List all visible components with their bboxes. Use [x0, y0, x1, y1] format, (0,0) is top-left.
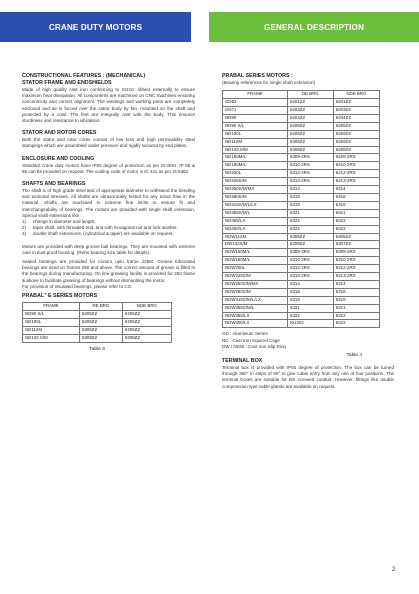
table-cell: 6314 — [288, 280, 334, 288]
table-cell: 6307ZZ — [333, 241, 379, 249]
table-cell: NDW400/LX — [223, 320, 288, 328]
table-row — [223, 273, 380, 281]
table-cell: 6313-2RS — [288, 178, 334, 186]
table-cell: 6201ZZ — [333, 99, 379, 107]
stator-frame-heading: STATOR FRAME AND ENDSHIELDS — [22, 80, 112, 86]
table-row — [223, 249, 380, 257]
table-cell: ND80 — [223, 114, 288, 122]
table-cell: 6306ZZ — [288, 138, 334, 146]
shaft-extension-list — [22, 219, 195, 238]
table-row — [223, 225, 380, 233]
list-item: 1) change in diameter and length, — [22, 219, 96, 225]
table-cell: ND100L — [223, 130, 288, 138]
table-row — [223, 265, 380, 273]
table-cell: 6203ZZ — [333, 107, 379, 115]
table-cell: GD63 — [223, 99, 288, 107]
table-cell: 6208ZZ — [333, 146, 379, 154]
table-cell: 6319 — [333, 296, 379, 304]
table-cell: 6310-2RS — [288, 257, 334, 265]
column-header: NDE BRG — [122, 303, 171, 311]
table-cell: 6201ZZ — [288, 99, 334, 107]
table-cell: 6310-2RS — [288, 162, 334, 170]
table-row — [223, 138, 380, 146]
table-cell: 6313-2RS — [333, 273, 379, 281]
table-cell: ND112M — [223, 138, 288, 146]
table-cell: 6318 — [333, 288, 379, 296]
table-cell: 6213-2RS — [333, 178, 379, 186]
table-cell: DW132S/M — [223, 241, 288, 249]
table-cell: 6210-2RS — [333, 162, 379, 170]
table-cell: 6319 — [333, 201, 379, 209]
table-3-caption: Table 3 — [89, 346, 105, 352]
table-row — [223, 154, 380, 162]
table-row — [223, 320, 380, 328]
table-cell: 6322 — [333, 225, 379, 233]
column-header: DE BRG — [80, 303, 123, 311]
table-row — [223, 288, 380, 296]
table-cell: ND250S/M/MX — [223, 186, 288, 194]
table-row — [223, 233, 380, 241]
table-row — [223, 312, 380, 320]
table-cell: 6318 — [333, 193, 379, 201]
table-cell: 6206ZZ — [288, 130, 334, 138]
table-cell: 6322 — [333, 320, 379, 328]
table-cell: 6306ZZ — [288, 233, 334, 241]
sealed-bearings-text: Sealed bearings are provided for motors upto frame 225M. Grease lubricated bearings are used on frames 250 and above. The correct amount of grease is filled in the bearings during manufacturing. On line greasing facility is provided for 250 frame & above to facilitate greasing of bearings without dismantling the motor. — [22, 259, 195, 283]
legend — [222, 331, 394, 350]
column-header: FRAME — [223, 91, 288, 99]
table-row — [223, 280, 380, 288]
enclosure-cooling-text: Standard crane duty motors have IP55 degree of protection as per IS:4691. IP 56 & 66 can be provided on request. The cooling code of motor is IC 411 as per IS:6362. — [22, 162, 195, 174]
table-cell: NDW355S/M/L — [223, 304, 288, 312]
table-row — [223, 186, 380, 194]
table-cell: 6309-2RS — [288, 249, 334, 257]
enclosure-cooling-heading: ENCLOSURE AND COOLING — [22, 155, 95, 162]
table-cell: ND180M/L — [223, 162, 288, 170]
table-row — [223, 130, 380, 138]
table-cell: 6206ZZ — [333, 130, 379, 138]
table-cell: 6205ZZ — [288, 122, 334, 130]
table-cell: ND200L — [223, 170, 288, 178]
table-header-row — [23, 303, 172, 311]
table-row — [223, 217, 380, 225]
table-cell: 6312-2RS — [288, 265, 334, 273]
table-cell: 6322 — [333, 217, 379, 225]
table-cell: ND160M/L — [223, 154, 288, 162]
table-cell: 6319 — [288, 201, 334, 209]
table-cell: 6321 — [333, 304, 379, 312]
shafts-bearings-text: The shaft is of high grade steel and of appropriate diameter to withstand the bending and torsional stresses. All shafts are ultrasonically tested for any minor flaw in the material. Shafts are machined to extreme fine limits to ensure fit and interchangeability of bearings. The motors are provided with single shaft extension. Special shaft extensions like : — [22, 188, 195, 218]
table-4 — [222, 90, 380, 328]
table-cell: 6309-2RS — [288, 154, 334, 162]
table-row — [223, 296, 380, 304]
table-cell: 6314 — [288, 186, 334, 194]
legend-item: ND : Cast Iron Squirrel Cage — [222, 337, 280, 343]
table-cell: NU322 — [288, 320, 334, 328]
stator-rotor-cores-heading: STATOR AND ROTOR CORES — [22, 130, 97, 137]
header-crane-duty-motors: CRANE DUTY MOTORS — [0, 12, 191, 42]
prabal-series-heading: PRABAL SERIES MOTORS : — [222, 73, 293, 79]
table-row — [223, 170, 380, 178]
table-cell: NDW180M/L — [223, 257, 288, 265]
table-cell: ND132 S/M — [223, 146, 288, 154]
table-cell: 6319 — [288, 296, 334, 304]
table-cell: 6206ZZ — [333, 138, 379, 146]
table-row — [223, 99, 380, 107]
table-cell: 6309-2RS — [333, 249, 379, 257]
table-cell: ND225S/M — [223, 178, 288, 186]
insulated-bearings-text: For provision of insulated bearings, please refer to CG. — [22, 283, 133, 289]
table-cell: 6305ZZ — [333, 233, 379, 241]
table-cell: NDW315S/M/L/LX — [223, 296, 288, 304]
table-row — [223, 257, 380, 265]
page-number: 2 — [392, 567, 396, 573]
table-cell: NDW200L — [223, 265, 288, 273]
table-cell: 6205ZZ — [333, 122, 379, 130]
shafts-bearings-heading: SHAFTS AND BEARINGS — [22, 181, 86, 188]
table-cell: NDW112M — [223, 233, 288, 241]
constructional-features-heading: CONSTRUCTIONAL FEATURES : (MECHANICAL) — [22, 73, 146, 79]
column-header: NDE BRG — [333, 91, 379, 99]
table-cell: 6204ZZ — [288, 114, 334, 122]
header-general-description: GENERAL DESCRIPTION — [209, 12, 419, 42]
stator-frame-text: Made of high quality cast iron conforming to IS210, ribbed externally to ensure maximum heat dissipation. All components are machined on CNC machines ensuring concentricity and correct alignment. The windings and working parts are completely enclosed and air is forced over the stator body by fan, mounted on the shaft and protected by a cowl. The feet are integrally cast with the body. This ensures sturdiness and resistance to vibrations. — [22, 87, 195, 124]
table-3 — [22, 302, 172, 343]
table-row — [223, 107, 380, 115]
list-item: 3) double shaft extensions, (cylindrical & taper) are available on request. — [22, 231, 174, 237]
table-cell: ND400/LX — [223, 225, 288, 233]
table-cell: 6314 — [333, 186, 379, 194]
table-row — [223, 201, 380, 209]
table-row — [223, 146, 380, 154]
table-cell: 6321 — [288, 304, 334, 312]
stator-rotor-cores-text: Both the stator and rotor cores consist of low loss and high permeability steel stampings which are assembled under pressure and rigidly secured by end plates. — [22, 137, 195, 149]
table-row: ND100L 6206ZZ 6206ZZ — [23, 318, 172, 326]
table-cell: 6312-2RS — [288, 170, 334, 178]
table-row — [223, 241, 380, 249]
table-row — [223, 162, 380, 170]
table-cell: 6212-2RS — [333, 170, 379, 178]
table-cell: ND355S/M/L — [223, 209, 288, 217]
table-cell: ND355/LX — [223, 217, 288, 225]
table-cell: 6312-2RS — [333, 265, 379, 273]
table-cell: NDW250S/M/MX — [223, 280, 288, 288]
table-cell: 6208ZZ — [288, 241, 334, 249]
terminal-box-heading: TERMINAL BOX — [222, 358, 263, 364]
right-column — [222, 73, 394, 390]
table-row — [223, 209, 380, 217]
table-row — [223, 178, 380, 186]
table-row — [223, 193, 380, 201]
table-row: ND90 S/L 6205ZZ 6205ZZ — [23, 310, 172, 318]
table-cell: 6322 — [288, 225, 334, 233]
bearings-text: Motors are provided with deep groove ball bearings. They are mounted with extreme care in dust proof housing. (Refer bearing size table for details). — [22, 243, 195, 255]
column-header: DE BRG — [288, 91, 334, 99]
table-cell: ND280S/M — [223, 193, 288, 201]
legend-item: GD : Aluminium Series — [222, 331, 268, 337]
table-cell: ND315S/M/L/LX — [223, 201, 288, 209]
table-row: ND132 S/M 6308ZZ 6208ZZ — [23, 334, 172, 342]
table-cell: 6313-2RS — [288, 273, 334, 281]
table-row — [223, 304, 380, 312]
table-4-caption: Table 4 — [346, 353, 362, 358]
table-cell: 6321 — [333, 209, 379, 217]
table-cell: 6322 — [288, 217, 334, 225]
table-row — [223, 122, 380, 130]
table-row: ND112M 6306ZZ 6206ZZ — [23, 326, 172, 334]
list-item: 2) taper shaft, with threaded end, and with hexagonal nut and lock washer. — [22, 225, 178, 231]
table-cell: 6204ZZ — [333, 114, 379, 122]
table-cell: 6322 — [333, 312, 379, 320]
table-cell: 6310-2RS — [333, 257, 379, 265]
table-cell: NDW160M/L — [223, 249, 288, 257]
table-cell: NDW225S/M — [223, 273, 288, 281]
left-column — [22, 73, 195, 352]
table-cell: NDW280S/M — [223, 288, 288, 296]
table-header-row — [223, 91, 380, 99]
table-cell: 6209-2RS — [333, 154, 379, 162]
table-cell: 6203ZZ — [288, 107, 334, 115]
table-cell: GD71 — [223, 107, 288, 115]
table-cell: 6318 — [288, 193, 334, 201]
terminal-box-text: Terminal box is provided with IP55 degree of protection. The box can be turned through 360° in steps of 90° to give cable entry from any one of four positions. The terminal boxes are suitable for BS screwed conduit. However, fittings like double compression type cable glands are available on request. — [222, 365, 394, 389]
table-cell: ND90 S/L — [223, 122, 288, 130]
table-cell: 6314 — [333, 280, 379, 288]
table-cell: 6321 — [288, 209, 334, 217]
legend-item: DW / NDW : Cast Iron Slip Ring — [222, 343, 286, 349]
column-header: FRAME — [23, 303, 80, 311]
table-cell: 6308ZZ — [288, 146, 334, 154]
prabal-e-series-heading: PRABAL" E SERIES MOTORS — [22, 293, 98, 300]
table-cell: NDW355/LX — [223, 312, 288, 320]
table-cell: 6322 — [288, 312, 334, 320]
prabal-series-subtitle: (Bearing references for single shaft extension) — [222, 80, 316, 85]
table-cell: 6318 — [288, 288, 334, 296]
table-row — [223, 114, 380, 122]
